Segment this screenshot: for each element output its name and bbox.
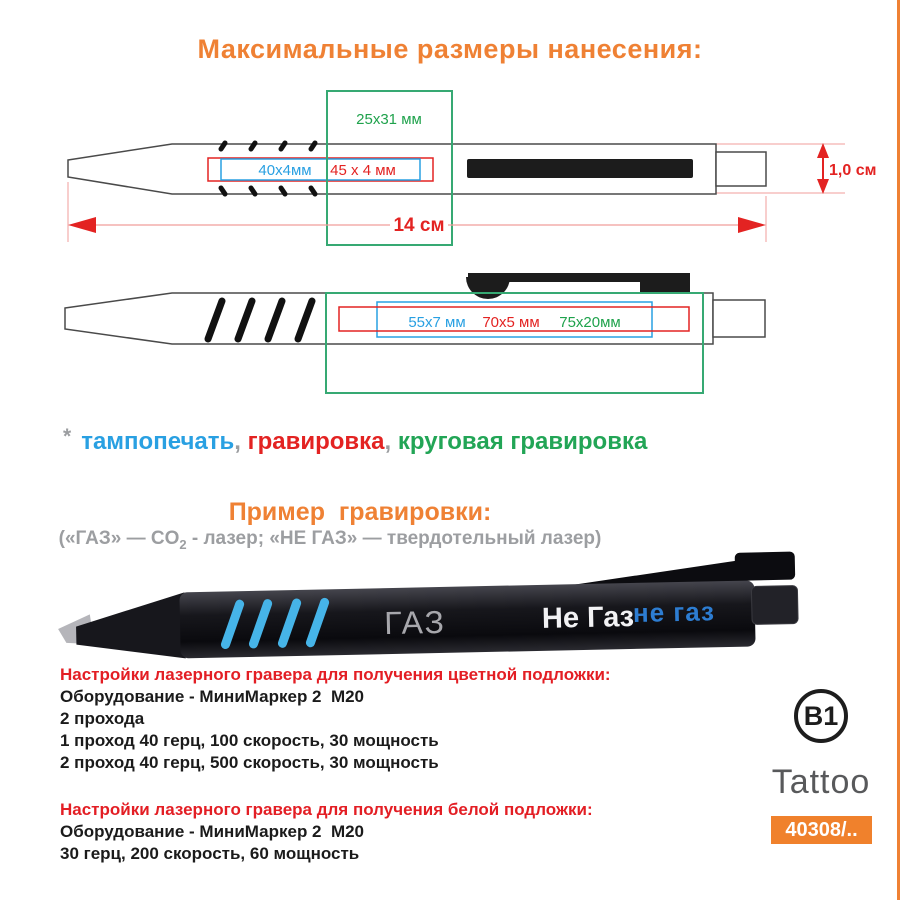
page-title: Максимальные размеры нанесения: [197,34,703,64]
pen-cone [75,592,185,660]
subtitle-suffix: - лазер; «НЕ ГАЗ» — твердотельный лазер) [186,528,602,549]
asterisk: * [63,425,72,448]
settings-line: 1 проход 40 герц, 100 скорость, 30 мощность [60,731,439,750]
example-title: Пример гравировки: [228,498,492,526]
method-engraving: гравировка [247,428,385,455]
pad-print-area-label: 40х4мм [258,162,312,179]
method-circular-engraving: круговая гравировка [397,428,648,455]
marking-white: Не Газ [541,600,635,635]
pen-push-button [716,152,766,186]
pen-push-button [713,300,765,337]
settings-color-base [60,664,611,774]
subtitle-subscript: 2 [179,536,187,552]
photo-clip-mount [735,552,796,581]
circular-area-label: 75х20мм [559,314,621,331]
photo-push-button [751,586,798,625]
engraving-area-label: 45 х 4 мм [330,162,396,179]
arrowhead-right [738,217,766,233]
circular-area-label: 25x31 мм [356,111,422,128]
marking-blue: не газ [632,596,716,628]
marking-methods-note [63,425,647,456]
sku-badge: 40308/.. [771,816,872,844]
settings-line: 2 прохода [60,709,145,728]
arrowhead-up [817,143,829,158]
separator: , [384,428,398,455]
pen-clip [467,159,693,178]
settings-heading: Настройки лазерного гравера для получения белой подложки: [60,800,593,819]
settings-line: Оборудование - МиниМаркер 2 М20 [60,687,365,706]
settings-line: 2 проход 40 герц, 500 скорость, 30 мощность [60,753,439,772]
b1-logo: B1 [794,689,848,743]
method-pad-print: тампопечать [81,428,235,455]
dimension-diagrams [0,0,900,420]
arrowhead-down [817,179,829,194]
settings-white-base [60,799,593,865]
settings-line: Оборудование - МиниМаркер 2 М20 [60,822,365,841]
product-name: Tattoo [771,763,871,801]
engraving-area-label: 70х5 мм [482,314,540,331]
settings-line: 30 герц, 200 скорость, 60 мощность [60,844,360,863]
settings-heading: Настройки лазерного гравера для получения цветной подложки: [60,665,611,684]
pad-print-area-label: 55x7 мм [408,314,466,331]
pen-top-view [65,273,765,393]
pen-diameter-label: 1,0 см [829,162,877,179]
pen-side-view [68,91,876,245]
separator: , [234,428,248,455]
pen-length-label: 14 см [393,215,445,236]
pen-photo [0,545,900,675]
subtitle-prefix: («ГАЗ» — CO [58,528,180,549]
marking-silver: ГАЗ [383,603,447,642]
arrowhead-left [68,217,96,233]
